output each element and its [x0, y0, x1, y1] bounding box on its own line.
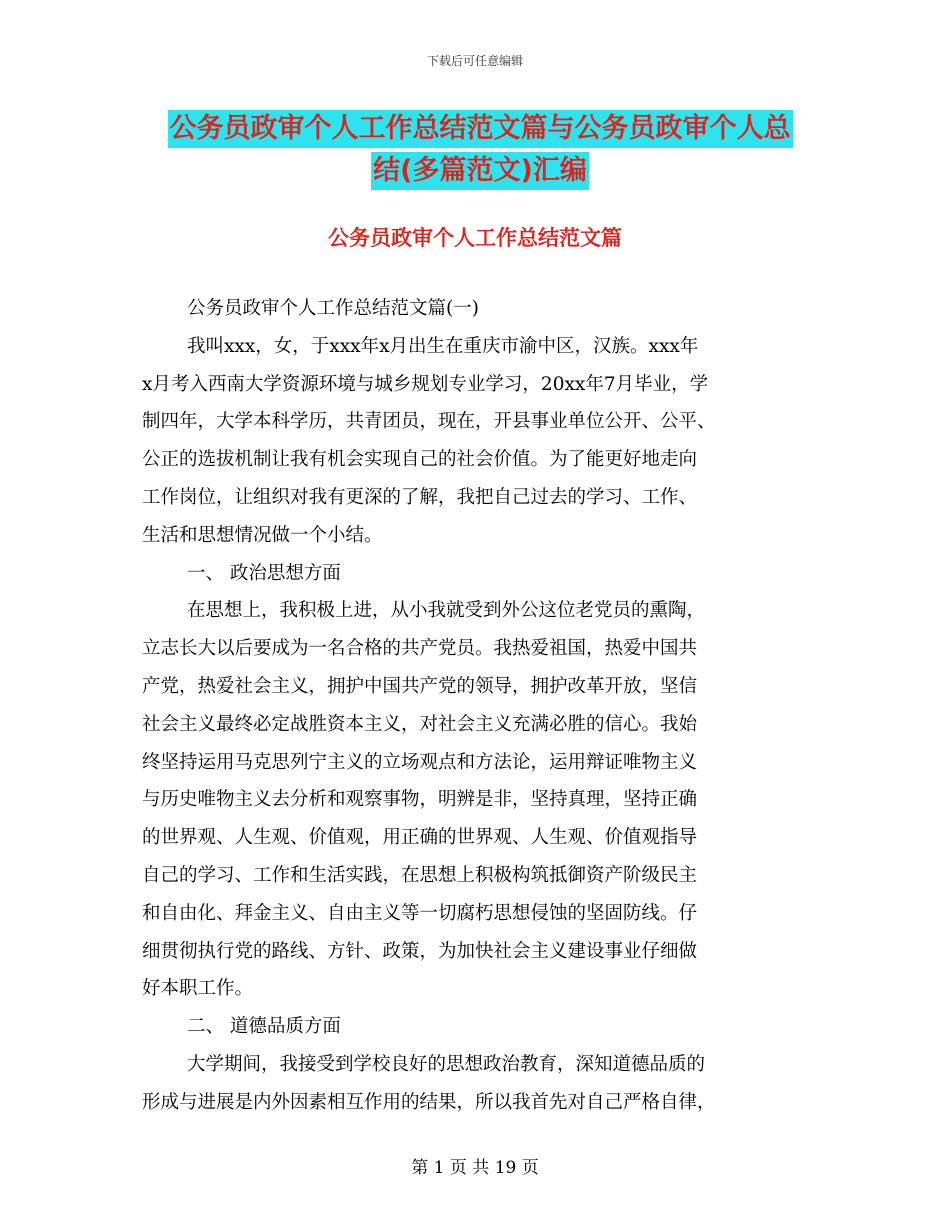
body-line: 与历史唯物主义去分析和观察事物，明辨是非，坚持真理，坚持正确 [142, 789, 698, 811]
section-title: 公务员政审个人工作总结范文篇 [328, 226, 622, 250]
body-line: x月考入西南大学资源环境与城乡规划专业学习，20xx年7月毕业，学 [142, 373, 709, 395]
body-line: 和自由化、拜金主义、自由主义等一切腐朽思想侵蚀的坚固防线。仔 [142, 902, 698, 924]
body-line: 大学期间，我接受到学校良好的思想政治教育，深知道德品质的 [187, 1053, 706, 1075]
body-line: 社会主义最终必定战胜资本主义，对社会主义充满必胜的信心。我始 [142, 713, 698, 735]
body-line: 公正的选拔机制让我有机会实现自己的社会价值。为了能更好地走向 [142, 449, 698, 471]
title-line-2: 结(多篇范文)汇编 [371, 152, 589, 190]
body-line: 在思想上，我积极上进，从小我就受到外公这位老党员的熏陶， [187, 600, 706, 622]
body-line: 细贯彻执行党的路线、方针、政策，为加快社会主义建设事业仔细做 [142, 940, 698, 962]
body-line: 制四年，大学本科学历，共青团员，现在，开县事业单位公开、公平、 [142, 411, 716, 433]
body-line: 产党，热爱社会主义，拥护中国共产党的领导，拥护改革开放，坚信 [142, 675, 698, 697]
body-line: 自己的学习、工作和生活实践，在思想上积极构筑抵御资产阶级民主 [142, 864, 698, 886]
body-line: 立志长大以后要成为一名合格的共产党员。我热爱祖国，热爱中国共 [142, 638, 698, 660]
body-line: 我叫xxx，女，于xxx年x月出生在重庆市渝中区，汉族。xxx年 [187, 335, 699, 357]
body-line: 一、 政治思想方面 [187, 562, 341, 584]
body-line: 终坚持运用马克思列宁主义的立场观点和方法论，运用辩证唯物主义 [142, 751, 698, 773]
body-line: 形成与进展是内外因素相互作用的结果，所以我首先对自己严格自律， [142, 1091, 716, 1113]
page-footer: 第 1 页 共 19 页 [411, 1158, 539, 1178]
body-text [142, 290, 810, 1122]
document-title [140, 108, 820, 192]
body-line: 工作岗位，让组织对我有更深的了解，我把自己过去的学习、工作、 [142, 486, 698, 508]
body-line: 公务员政审个人工作总结范文篇(一) [187, 298, 479, 319]
title-line-1: 公务员政审个人工作总结范文篇与公务员政审个人总 [168, 110, 793, 148]
body-line: 二、 道德品质方面 [187, 1016, 341, 1038]
body-line: 的世界观、人生观、价值观，用正确的世界观、人生观、价值观指导 [142, 827, 698, 849]
body-line: 好本职工作。 [142, 978, 254, 1000]
page-header-note: 下载后可任意编辑 [426, 54, 523, 68]
body-line: 生活和思想情况做一个小结。 [142, 524, 383, 546]
